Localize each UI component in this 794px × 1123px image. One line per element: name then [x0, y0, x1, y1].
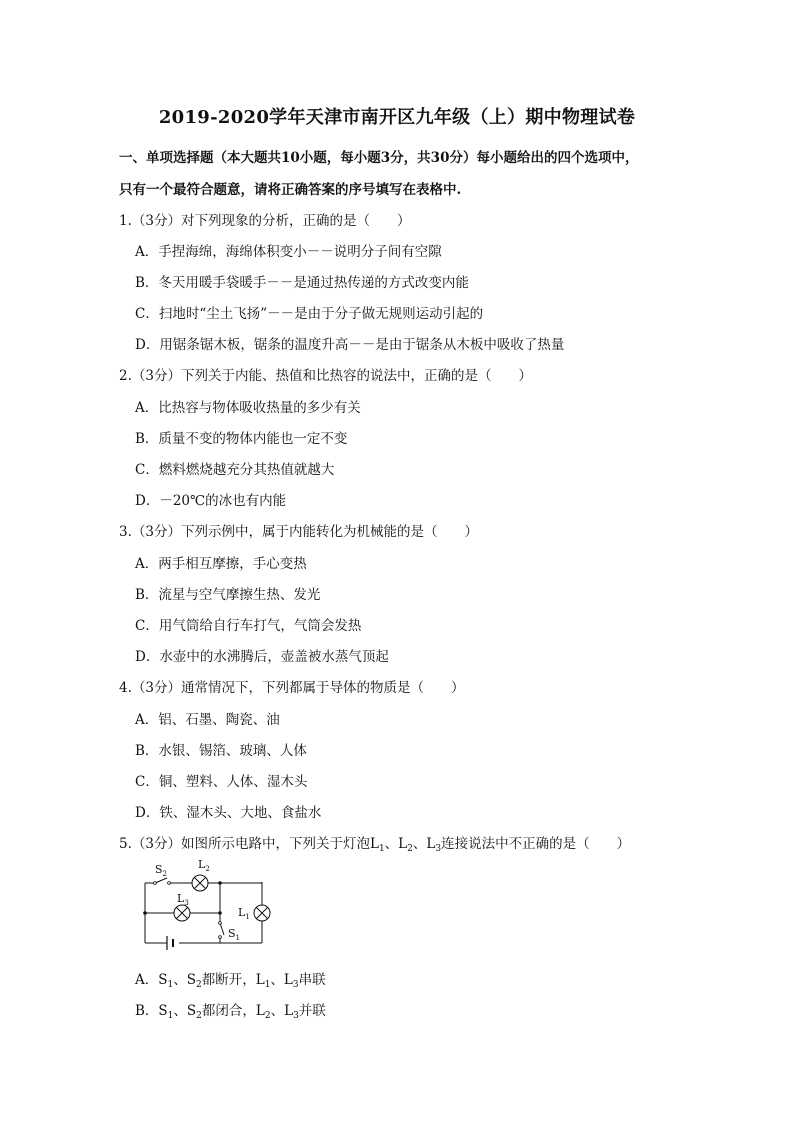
lamp-l2 [192, 875, 208, 891]
question-3-option-d: D．水壶中的水沸腾后，壶盖被水蒸气顶起 [135, 649, 389, 665]
label-l3: $L_3$ [177, 892, 189, 907]
question-5-option-b: B．$S_1$、$S_2$都闭合，$L_2$、$L_3$并联 [135, 1003, 326, 1021]
label-l2: $L_2$ [198, 858, 210, 873]
section-heading-line2: 只有一个最符合题意，请将正确答案的序号填写在表格中. [119, 182, 462, 198]
question-3-option-b: B．流星与空气摩擦生热、发光 [135, 587, 321, 603]
question-1-option-b: B．冬天用暖手袋暖手－－是通过热传递的方式改变内能 [135, 275, 469, 291]
question-4-option-d: D．铁、湿木头、大地、食盐水 [135, 805, 322, 821]
question-4-stem: 4.（3分）通常情况下，下列都属于导体的物质是（ ） [119, 680, 465, 696]
question-1-option-c: C．扫地时“尘土飞扬”－－是由于分子做无规则运动引起的 [135, 306, 484, 322]
question-3-stem: 3.（3分）下列示例中，属于内能转化为机械能的是（ ） [119, 524, 478, 540]
question-1-option-d: D．用锯条锯木板，锯条的温度升高－－是由于锯条从木板中吸收了热量 [135, 337, 565, 353]
label-s1: $S_1$ [228, 927, 241, 942]
question-4-option-a: A．铝、石墨、陶瓷、油 [135, 712, 280, 728]
question-5-stem: 5.（3分）如图所示电路中，下列关于灯泡$L_1$、$L_2$、$L_3$连接说法中不正确的是（ ） [119, 836, 631, 854]
section-heading-line1: 一、单项选择题（本大题共10小题，每小题3分，共30分）每小题给出的四个选项中， [119, 150, 639, 166]
question-4-option-c: C．铜、塑料、人体、湿木头 [135, 774, 308, 790]
question-2-option-a: A．比热容与物体吸收热量的多少有关 [135, 400, 361, 416]
question-1-stem: 1.（3分）对下列现象的分析，正确的是（ ） [119, 213, 411, 229]
lamp-l3 [174, 905, 190, 921]
question-5-option-a: A．$S_1$、$S_2$都断开，$L_1$、$L_3$串联 [135, 972, 326, 990]
question-4-option-b: B．水银、锡箔、玻璃、人体 [135, 743, 307, 759]
question-3-option-c: C．用气筒给自行车打气，气筒会发热 [135, 618, 362, 634]
question-2-option-c: C．燃料燃烧越充分其热值就越大 [135, 462, 335, 478]
question-3-option-a: A．两手相互摩擦，手心变热 [135, 556, 307, 572]
label-s2: $S_2$ [155, 863, 168, 878]
lamp-l1 [254, 905, 270, 921]
label-l1: $L_1$ [238, 906, 250, 921]
question-2-stem: 2.（3分）下列关于内能、热值和比热容的说法中，正确的是（ ） [119, 368, 532, 384]
question-1-option-a: A．手捏海绵，海绵体积变小－－说明分子间有空隙 [135, 244, 442, 260]
question-2-option-d: D．－20℃的冰也有内能 [135, 493, 287, 509]
circuit-diagram [130, 855, 280, 960]
question-2-option-b: B．质量不变的物体内能也一定不变 [135, 431, 348, 447]
page-title: 2019-2020学年天津市南开区九年级（上）期中物理试卷 [158, 107, 636, 128]
